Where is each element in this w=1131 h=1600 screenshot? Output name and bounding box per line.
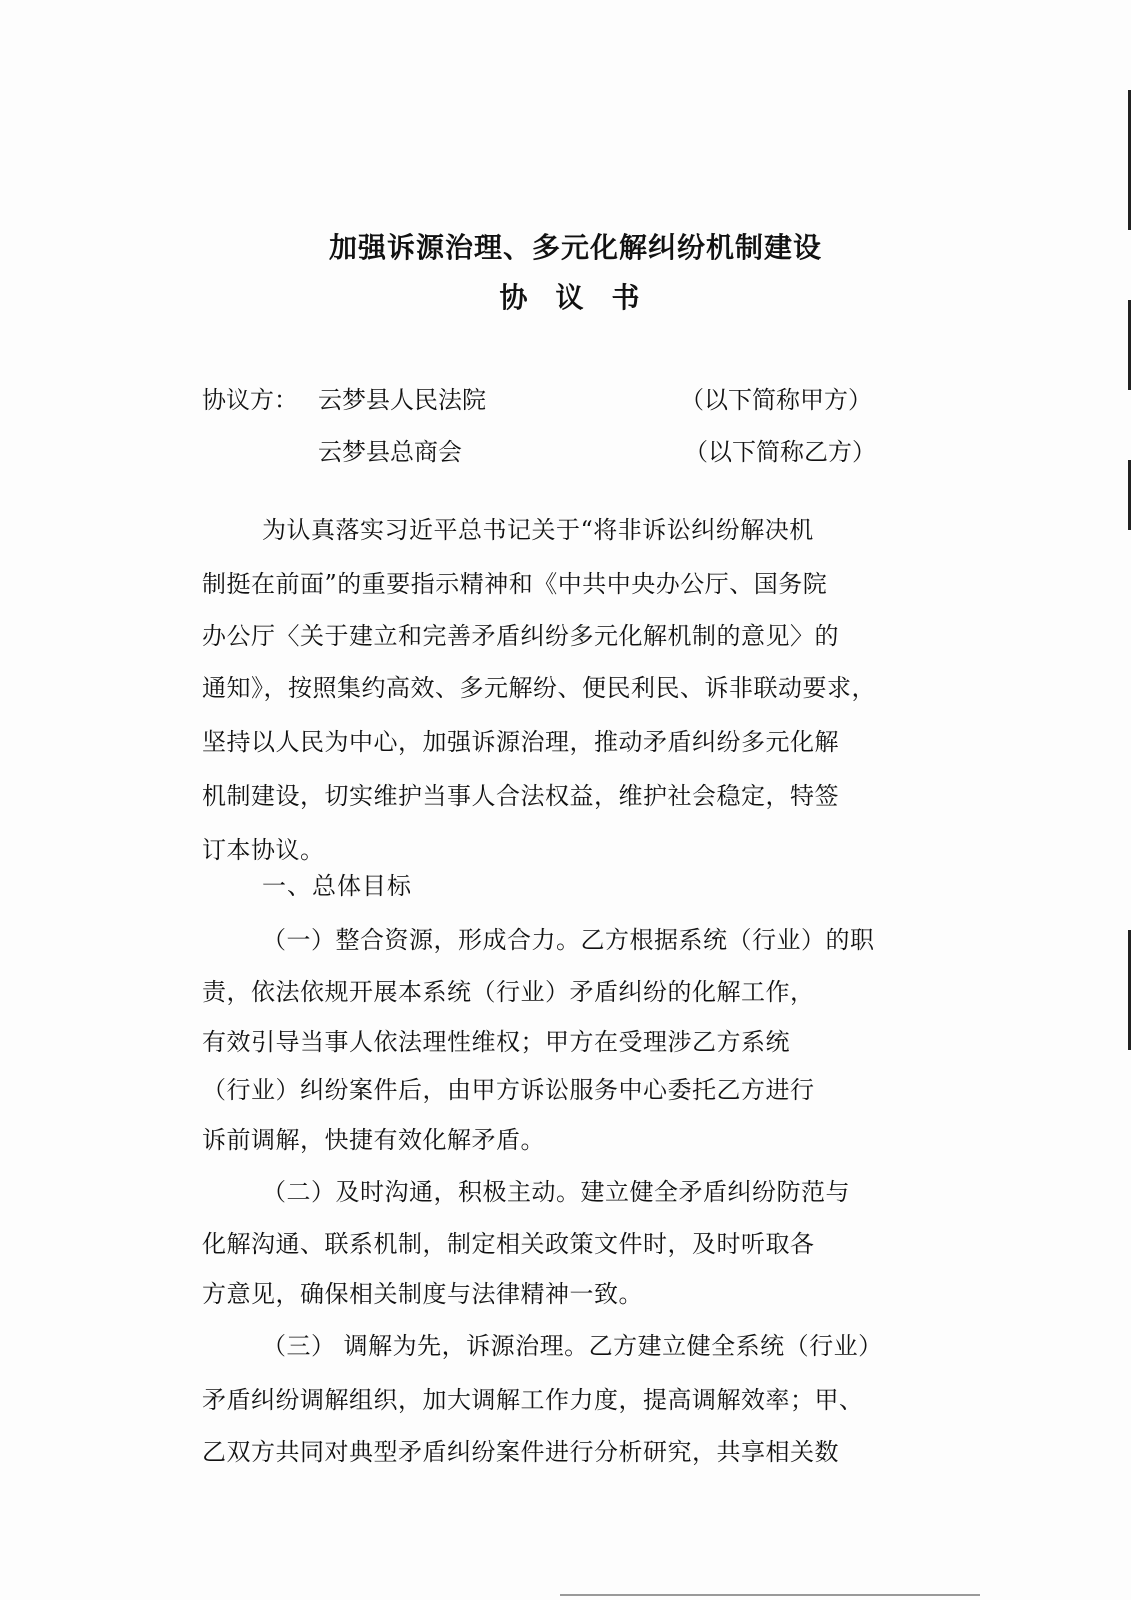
- document-title: 加强诉源治理、多元化解纠纷机制建设: [328, 231, 822, 264]
- item-line: （三） 调解为先，诉源治理。乙方建立健全系统（行业）: [262, 1332, 883, 1360]
- item-line: 化解沟通、联系机制，制定相关政策文件时，及时听取各: [202, 1230, 815, 1258]
- item-line: 诉前调解，快捷有效化解矛盾。: [202, 1126, 545, 1154]
- preamble-line: 通知》，按照集约高效、多元解纷、便民利民、诉非联动要求，: [202, 674, 876, 702]
- item-line: （一）整合资源，形成合力。乙方根据系统（行业）的职: [262, 926, 875, 954]
- party-name: 云梦县人民法院: [318, 386, 486, 414]
- preamble-line: 办公厅〈关于建立和完善矛盾纠纷多元化解机制的意见〉的: [202, 622, 839, 650]
- item-line: 有效引导当事人依法理性维权；甲方在受理涉乙方系统: [202, 1028, 790, 1056]
- scan-bottom-rule: [560, 1594, 980, 1596]
- section-heading: 一、总体目标: [262, 872, 412, 900]
- item-line: 乙双方共同对典型矛盾纠纷案件进行分析研究，共享相关数: [202, 1438, 839, 1466]
- preamble-line: 订本协议。: [202, 836, 325, 864]
- party-abbreviation: （以下简称乙方）: [684, 438, 876, 466]
- preamble-line: 制挺在前面”的重要指示精神和《中共中央办公厅、国务院: [202, 570, 828, 598]
- item-line: （二）及时沟通，积极主动。建立健全矛盾纠纷防范与: [262, 1178, 850, 1206]
- preamble-line: 机制建设，切实维护当事人合法权益，维护社会稳定，特签: [202, 782, 839, 810]
- item-line: 责，依法依规开展本系统（行业）矛盾纠纷的化解工作，: [202, 978, 815, 1006]
- parties-label: 协议方：: [202, 386, 298, 414]
- preamble-line: 为认真落实习近平总书记关于“将非诉讼纠纷解决机: [262, 516, 814, 544]
- party-abbreviation: （以下简称甲方）: [680, 386, 872, 414]
- preamble-line: 坚持以人民为中心，加强诉源治理，推动矛盾纠纷多元化解: [202, 728, 839, 756]
- item-line: （行业）纠纷案件后，由甲方诉讼服务中心委托乙方进行: [202, 1076, 815, 1104]
- item-line: 矛盾纠纷调解组织，加大调解工作力度，提高调解效率；甲、: [202, 1386, 864, 1414]
- document-subtitle: 协议书: [499, 281, 668, 314]
- item-line: 方意见，确保相关制度与法律精神一致。: [202, 1280, 643, 1308]
- party-name: 云梦县总商会: [318, 438, 462, 466]
